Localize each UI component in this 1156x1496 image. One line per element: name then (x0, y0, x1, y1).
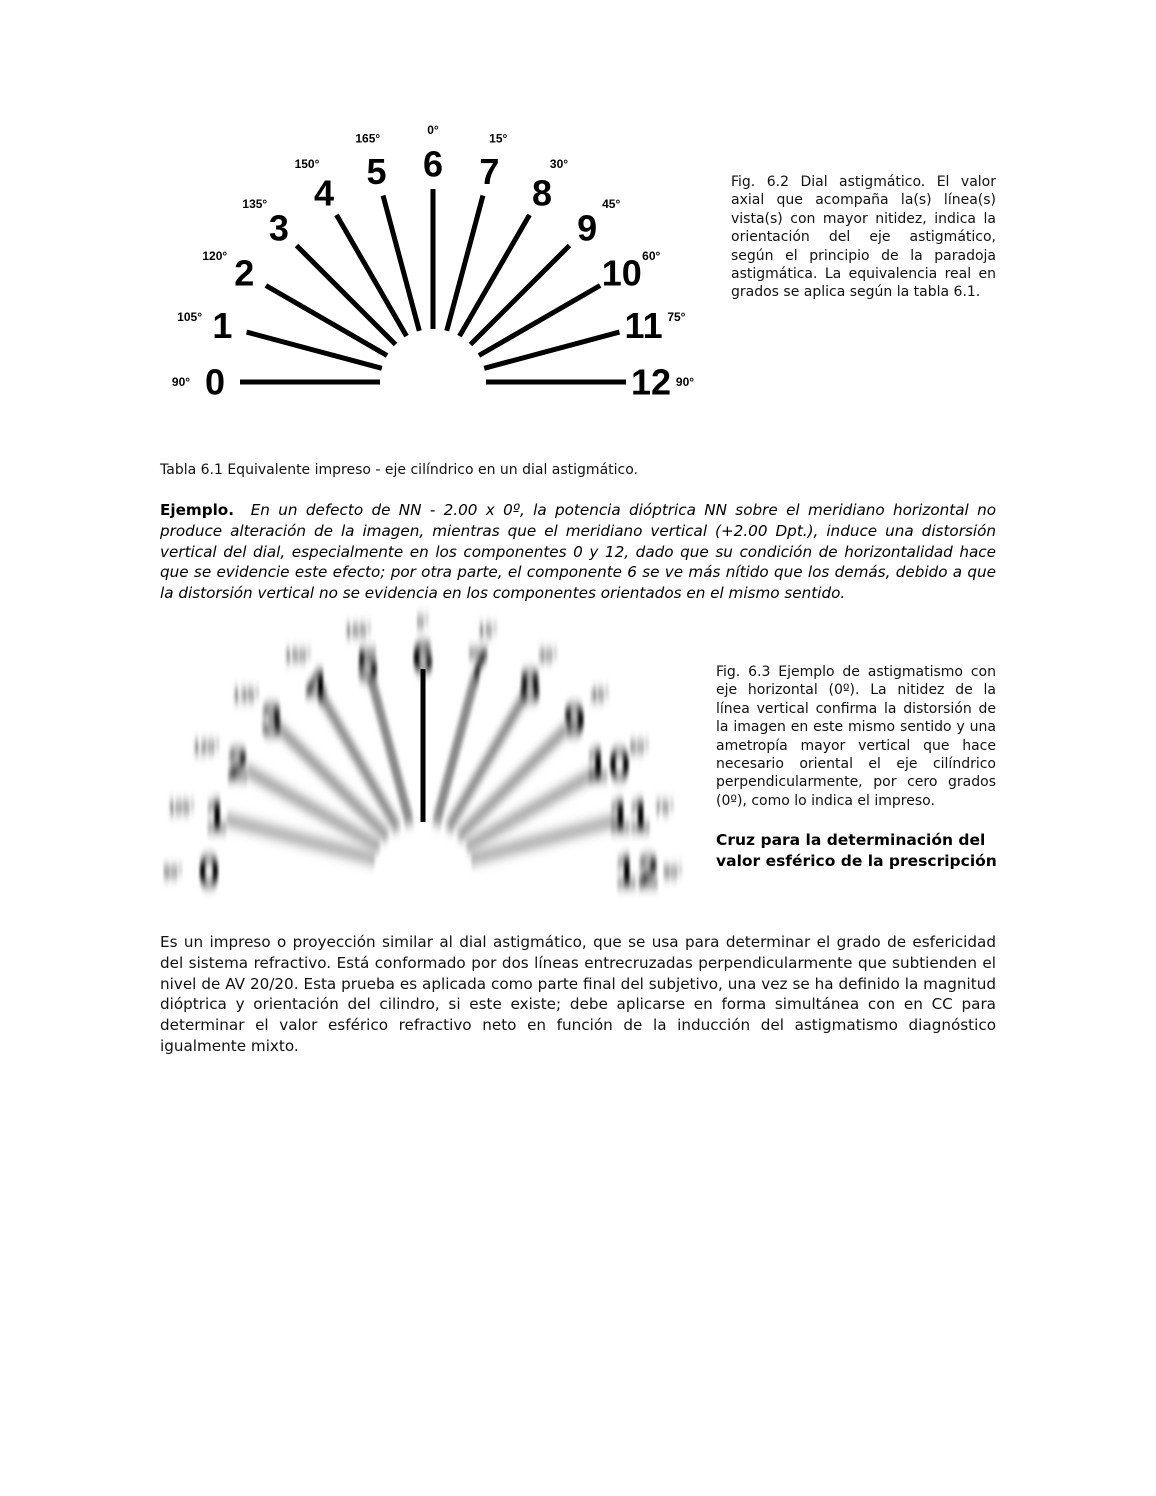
fig62-number-12: 12 (630, 361, 672, 403)
fig62-degree-label-8: 30° (549, 156, 569, 171)
fig63-number-3: 3 (260, 698, 283, 743)
table-6-1-caption: Tabla 6.1 Equivalente impreso - eje cilíndrico en un dial astigmático. (160, 462, 638, 478)
fig62-number-6: 6 (422, 143, 444, 185)
example-lead: Ejemplo. (160, 501, 234, 519)
fig63-degree-label-0: 90° (163, 864, 183, 880)
fig63-degree-label-2: 120° (193, 739, 220, 755)
fig63-degree-label-12: 90° (663, 864, 683, 880)
fig62-number-0: 0 (204, 361, 226, 403)
fig63-number-4: 4 (304, 664, 328, 709)
fig62-number-7: 7 (479, 150, 500, 192)
fig62-degree-label-9: 45° (602, 196, 621, 211)
fig62-line-1 (247, 332, 382, 368)
fig63-number-10: 10 (586, 743, 631, 787)
fig63-degree-label-7: 15° (477, 623, 498, 639)
fig63-line-5 (370, 676, 410, 824)
fig63-degree-label-6: 0° (416, 614, 430, 630)
fig63-number-9: 9 (563, 698, 586, 743)
fig62-number-9: 9 (577, 207, 598, 249)
fig62-number-5: 5 (366, 150, 387, 192)
fig63-degree-label-9: 45° (589, 687, 610, 703)
fig63-degree-label-4: 150° (284, 647, 312, 663)
fig63-number-12: 12 (614, 850, 660, 894)
fig62-degree-label-1: 105° (177, 309, 203, 324)
fig63-line-11 (471, 819, 619, 859)
body-paragraph: Es un impreso o proyección similar al dial astigmático, que se usa para determinar el grado de esfericidad del sistema refractivo. Está conformado por dos líneas entrecruzadas perpendicularmente que subtienden el nivel de AV 20/20. Esta prueba es aplicada como parte final del subjetivo, una vez se ha definido la magnitud dióptrica y orientación del cilindro, si este existe; debe aplicarse en forma simultánea con en CC para determinar el valor esférico refractivo neto en función de la inducción del astigmatismo diagnóstico igualmente mixto. (160, 933, 996, 1055)
fig62-number-4: 4 (313, 172, 335, 214)
section-heading: Cruz para la determinación del valor esférico de la prescripción (716, 831, 997, 870)
fig63-degree-label-3: 135° (232, 687, 260, 703)
fig62-dial (172, 123, 694, 403)
fig62-degree-label-5: 165° (355, 131, 381, 146)
fig62-line-11 (484, 332, 619, 368)
fig63-number-11: 11 (608, 794, 651, 839)
fig62-number-11: 11 (624, 305, 663, 347)
fig63-number-7: 7 (467, 643, 490, 688)
fig63-number-6: 6 (411, 636, 435, 680)
fig62-degree-label-2: 120° (202, 249, 228, 263)
figure-6-3-caption: Fig. 6.3 Ejemplo de astigmatismo con eje horizontal (0º). La nitidez de la línea vertical confirma la distorsión de la imagen en este mismo sentido y una ametropía mayor vertical que hace necesario oriental el eje cilíndrico perpendicularmente, por cero grados (0º), como lo indica el impreso. (716, 664, 996, 809)
fig62-degree-label-6: 0° (427, 123, 439, 137)
fig62-degree-label-3: 135° (242, 196, 268, 211)
fig62-number-10: 10 (601, 252, 642, 294)
fig63-number-8: 8 (518, 664, 542, 709)
fig63-line-1 (227, 819, 375, 859)
fig63-number-2: 2 (226, 743, 249, 787)
fig63-number-1: 1 (205, 794, 228, 839)
fig63-dial (163, 615, 683, 895)
fig63-degree-label-5: 165° (344, 623, 372, 639)
fig62-number-1: 1 (212, 305, 233, 347)
fig62-number-8: 8 (531, 172, 553, 214)
fig63-line-7 (436, 676, 476, 824)
fig62-degree-label-12: 90° (675, 375, 695, 389)
example-body: En un defecto de NN - 2.00 x 0º, la potencia dióptrica NN sobre el meridiano horizontal no produce alteración de la imagen, mientras que el meridiano vertical (+2.00 Dpt.), induce una distorsión vertical del dial, especialmente en los componentes 0 y 12, dado que su condición de horizontalidad hace que se evidencie este efecto; por otra parte, el componente 6 se ve más nítido que los demás, debido a que la distorsión vertical no se evidencia en los componentes orientados en el mismo sentido. (160, 501, 997, 603)
fig63-number-0: 0 (197, 850, 221, 894)
fig62-degree-label-7: 15° (489, 131, 508, 146)
fig63-degree-label-1: 105° (168, 799, 195, 815)
fig62-degree-label-0: 90° (171, 375, 191, 389)
fig62-line-7 (447, 196, 483, 331)
example-paragraph (160, 500, 996, 604)
fig62-number-3: 3 (268, 207, 289, 249)
figure-6-2-caption: Fig. 6.2 Dial astigmático. El valor axial que acompaña la(s) línea(s) vista(s) con mayor nitidez, indica la orientación del eje astigmático, según el principio de la paradoja astigmática. La equivalencia real en grados se aplica según la tabla 6.1. (731, 174, 996, 301)
fig63-number-5: 5 (356, 643, 379, 688)
fig63-degree-label-8: 30° (538, 647, 558, 663)
fig62-degree-label-4: 150° (294, 156, 320, 171)
fig62-line-5 (383, 196, 419, 331)
fig62-degree-label-10: 60° (642, 249, 661, 263)
fig62-number-2: 2 (234, 252, 255, 294)
fig62-degree-label-11: 75° (667, 309, 686, 324)
fig63-degree-label-11: 75° (654, 799, 675, 815)
fig63-degree-label-10: 60° (629, 739, 650, 755)
